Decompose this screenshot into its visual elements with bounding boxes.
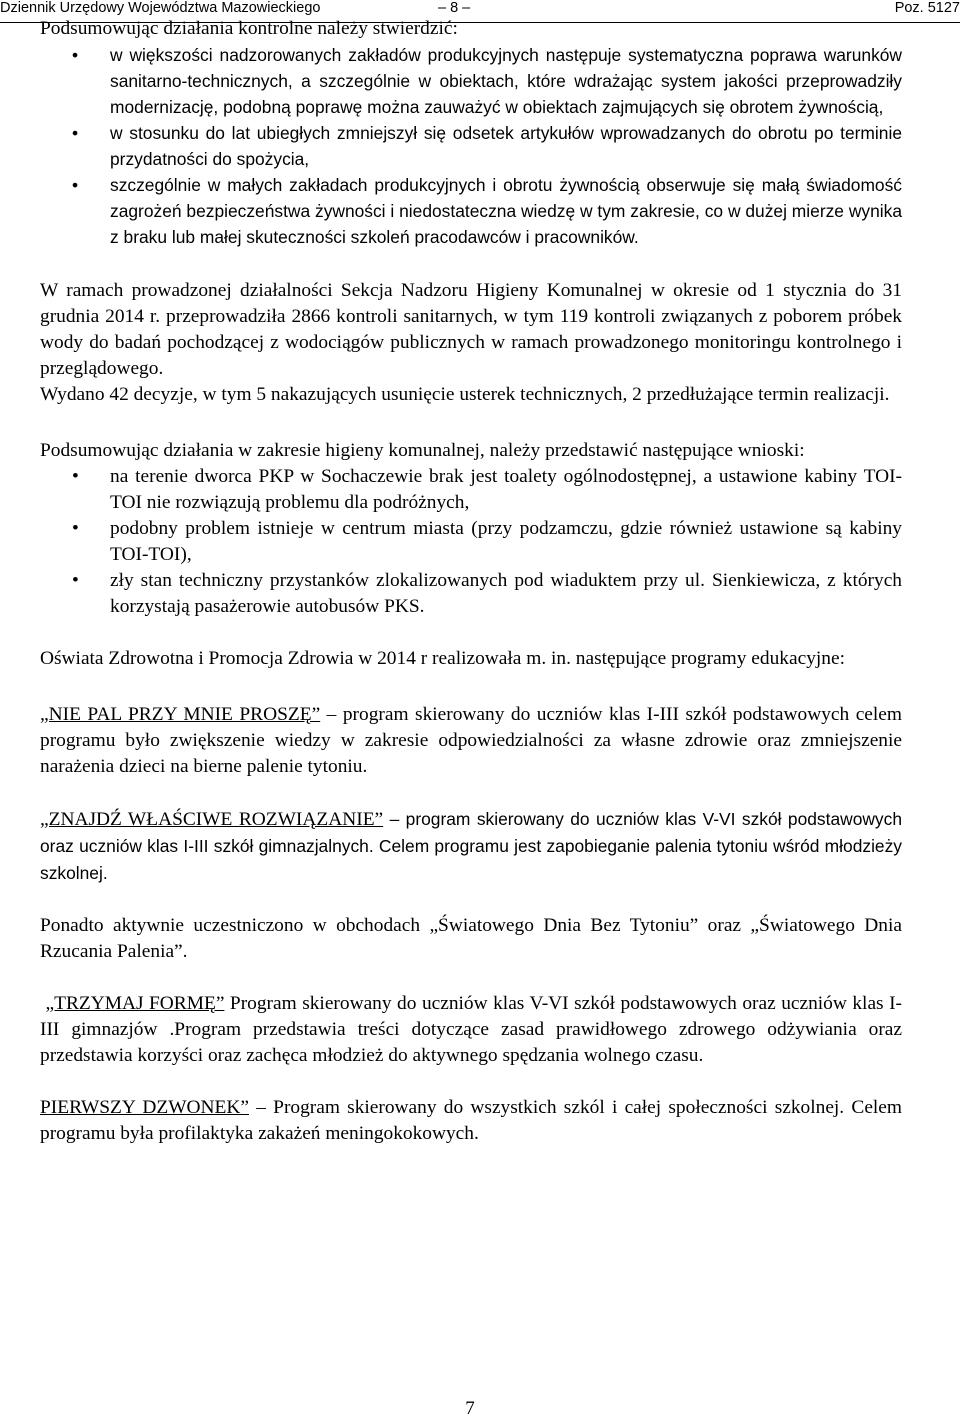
program-znajdz: [40, 806, 902, 887]
journal-title: Dziennik Urzędowy Województwa Mazowieckiego: [0, 0, 321, 16]
section2-paragraph-decisions: Wydano 42 decyzje, w tym 5 nakazujących usunięcie usterek technicznych, 2 przedłużające termin realizacji.: [40, 384, 890, 405]
program-description: – program skierowany do uczniów klas V-VI szkół podstawowych oraz uczniów klas I-III szkół gimnazjalnych. Celem programu jest zapobieganie palenia tytoniu wśród młodzieży szkolnej.: [40, 809, 902, 883]
page-number: 7: [465, 1398, 475, 1419]
section3-intro: Podsumowując działania w zakresie higieny komunalnej, należy przedstawić następujące wnioski:: [40, 440, 805, 461]
section2-paragraph: W ramach prowadzonej działalności Sekcja Nadzoru Higieny Komunalnej w okresie od 1 stycznia do 31 grudnia 2014 r. przeprowadziła 2866 kontroli sanitarnych, w tym 119 kontroli związanych z poborem próbek wody do badań pochodzącej z wodociągów publicznych w ramach prowadzonego monitoringu kontrolnego i przeglądowego.: [40, 280, 902, 379]
program-nie-pal: [40, 702, 902, 780]
position-number: Poz. 5127: [894, 0, 960, 16]
program-pierwszy-dzwonek: [40, 1095, 902, 1147]
program-description: Program skierowany do uczniów klas V-VI szkół podstawowych oraz uczniów klas I-III gimnazjów .Program przedstawia treści dotyczące zasad prawidłowego zdrowego odżywiania oraz przedstawia korzyści oraz zachęca młodzież do aktywnego spędzania wolnego czasu.: [40, 993, 903, 1066]
program-description: – Program skierowany do wszystkich szkól i całej społeczności szkolnej. Celem programu była profilaktyka zakażeń meningokokowych.: [40, 1097, 902, 1144]
program-title: „TRZYMAJ FORMĘ”: [45, 993, 225, 1014]
section4-intro: Oświata Zdrowotna i Promocja Zdrowia w 2014 r realizowała m. in. następujące programy edukacyjne:: [40, 648, 845, 669]
document-body: [40, 16, 902, 1147]
list-item: • w większości nadzorowanych zakładów produkcyjnych następuje systematyczna poprawa warunków sanitarno-technicznych, a szczególnie w obiektach, które wdrażając system jakości przeprowadziły modernizację, podobną poprawę można zauważyć w obiektach zajmujących się obrotem żywnością,: [40, 42, 902, 120]
list-item: • podobny problem istnieje w centrum miasta (przy podzamczu, gdzie również ustawione są kabiny TOI-TOI),: [40, 516, 902, 568]
header-page-marker: – 8 –: [438, 0, 471, 16]
section1-intro: Podsumowując działania kontrolne należy stwierdzić:: [40, 18, 458, 39]
section3-bullet-list: [40, 464, 902, 620]
program-title: PIERWSZY DZWONEK”: [40, 1097, 250, 1118]
events-paragraph: Ponadto aktywnie uczestniczono w obchodach „Światowego Dnia Bez Tytoniu” oraz „Światowego Dnia Rzucania Palenia”.: [40, 915, 902, 962]
list-item: • zły stan techniczny przystanków zlokalizowanych pod wiaduktem przy ul. Sienkiewicza, z których korzystają pasażerowie autobusów PKS.: [40, 568, 902, 620]
section1-bullet-list: [40, 42, 902, 250]
program-title: „NIE PAL PRZY MNIE PROSZĘ”: [40, 704, 321, 725]
list-item: • w stosunku do lat ubiegłych zmniejszył się odsetek artykułów wprowadzanych do obrotu po terminie przydatności do spożycia,: [40, 120, 902, 172]
list-item: • szczególnie w małych zakładach produkcyjnych i obrotu żywnością obserwuje się małą świadomość zagrożeń bezpieczeństwa żywności i niedostateczna wiedzę w tym zakresie, co w dużej mierze wynika z braku lub małej skuteczności szkoleń pracodawców i pracowników.: [40, 172, 902, 250]
program-description: – program skierowany do uczniów klas I-III szkół podstawowych celem programu było zwiększenie wiedzy w zakresie odpowiedzialności za własne zdrowie oraz zmniejszenie narażenia dzieci na bierne palenie tytoniu.: [40, 704, 902, 777]
program-title: „ZNAJDŹ WŁAŚCIWE ROZWIĄZANIE”: [40, 809, 384, 830]
program-trzymaj-forme: [40, 991, 902, 1069]
list-item: • na terenie dworca PKP w Sochaczewie brak jest toalety ogólnodostępnej, a ustawione kabiny TOI-TOI nie rozwiązują problemu dla podróżnych,: [40, 464, 902, 516]
